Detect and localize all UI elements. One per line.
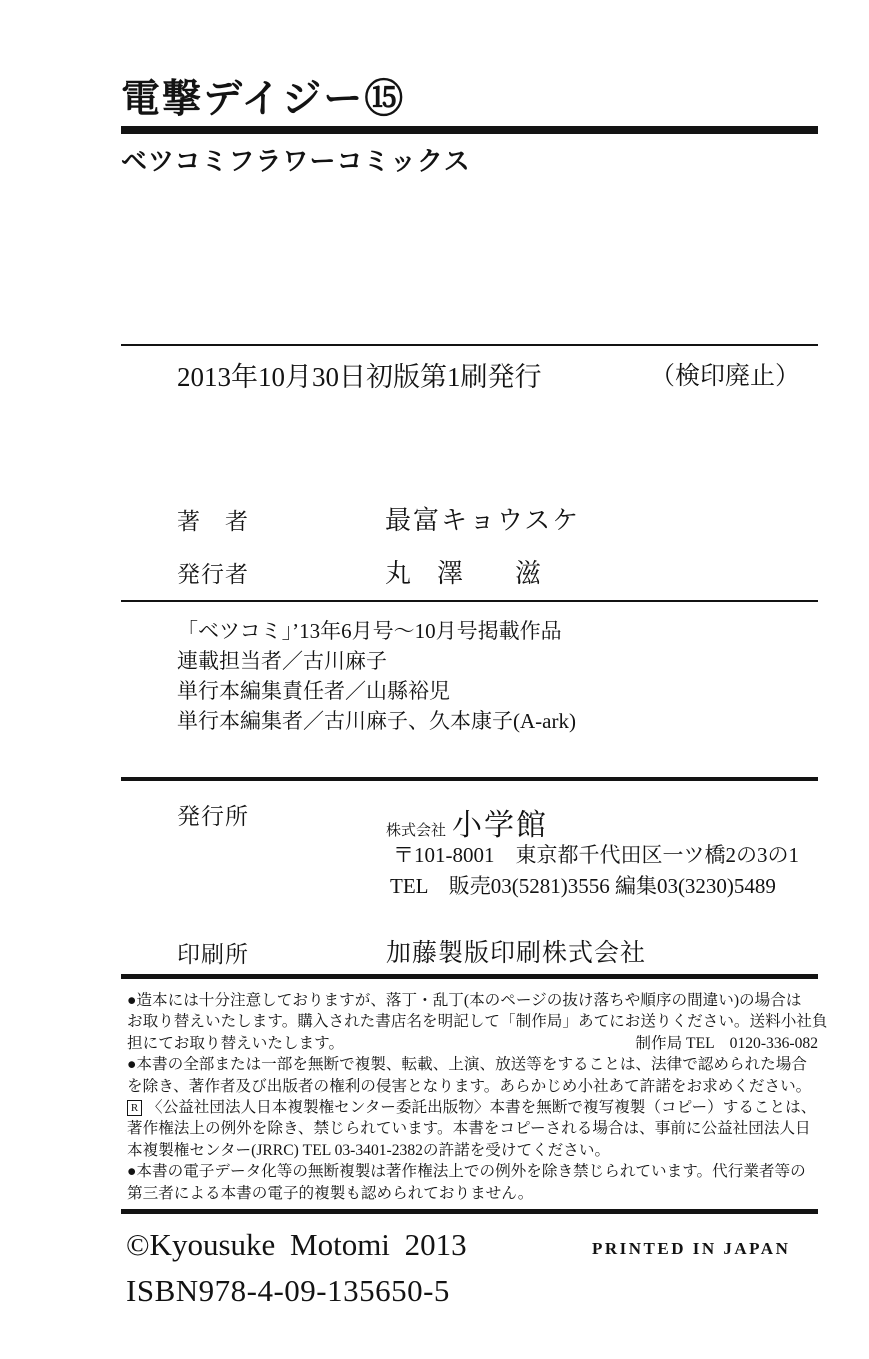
printer-name: 加藤製版印刷株式会社 [386,940,647,967]
defect-notice-line3-text: 担にてお取り替えいたします。 [127,1034,345,1052]
inspection-abolished-note: （検印廃止） [650,363,801,390]
defect-notice-line1: ●造本には十分注意しておりますが、落丁・乱丁(本のページの抜け落ちや順序の間違い)の場合は [127,992,802,1009]
defect-notice-line2: お取り替えいたします。購入された書店名を明記して「制作局」あてにお送りください。送料小社負 [127,1013,828,1031]
volume-editors: 単行本編集者／古川麻子、久本康子(A-ark) [177,709,576,733]
digital-copy-notice-line1: ●本書の電子データ化等の無断複製は著作権法上での例外を除き禁じられています。代行業者等の [127,1163,806,1181]
volume-chief-editor: 単行本編集責任者／山縣裕児 [177,679,450,703]
printed-in-japan: PRINTED IN JAPAN [592,1239,791,1258]
publisher-phone: TEL 販売03(5281)3556 編集03(3230)5489 [390,874,776,898]
serialization-credits [177,616,576,736]
author-label: 著 者 [177,509,249,534]
publisher-person-name: 丸 澤 滋 [385,559,542,588]
edition-divider [121,344,818,346]
edition-date: 2013年10月30日初版第1刷発行 [177,362,542,392]
publisher-company [386,800,548,844]
isbn-number: ISBN978-4-09-135650-5 [126,1273,450,1308]
company-name: 小学館 [452,809,549,842]
author-name: 最富キョウスケ [385,506,581,535]
copyright-notice-line1: ●本書の全部または一部を無断で複製、転載、上演、放送等をすることは、法律で認められた場合 [127,1056,807,1074]
digital-copy-notice-line2: 第三者による本書の電子的複製も認められておりません。 [127,1184,534,1202]
jrrc-notice-line1-text: 〈公益社団法人日本複製権センター委託出版物〉本書を無断で複写複製（コピー）することは、 [147,1099,817,1117]
jrrc-notice-line3: 本複製権センター(JRRC) TEL 03-3401-2382の許諾を受けてください。 [127,1141,611,1159]
copyright-line: ©Kyousuke Motomi 2013 [126,1227,467,1262]
publisher-label: 発行所 [177,804,249,829]
jrrc-notice-line1 [127,1097,818,1118]
series-imprint: ベツコミフラワーコミックス [121,147,471,177]
book-title: 電撃デイジー⑮ [121,77,406,122]
registered-r-box-icon: R [127,1100,142,1116]
legal-notices [127,990,828,1204]
copyright-notice-line2: を除き、著作者及び出版者の権利の侵害となります。あらかじめ小社あて許諾をお求めください。 [127,1077,812,1095]
title-divider [121,126,818,134]
publisher-person-label: 発行者 [177,562,249,587]
printer-label: 印刷所 [177,942,249,967]
legal-top-divider [121,974,818,979]
defect-notice-line3 [127,1033,818,1054]
jrrc-notice-line2: 著作権法上の例外を除き、禁じられています。本書をコピーされる場合は、事前に公益社団法人日 [127,1120,811,1138]
production-bureau-phone: 制作局 TEL 0120-336-082 [635,1034,818,1052]
serialization-editor: 連載担当者／古川麻子 [177,649,387,673]
serialization-divider [121,600,818,602]
serialization-source: 「ベツコミ」’13年6月号～10月号掲載作品 [177,619,562,643]
company-prefix: 株式会社 [386,823,447,839]
publisher-divider [121,777,818,781]
publisher-address: 〒101-8001 東京都千代田区一ツ橋2の3の1 [393,843,799,867]
legal-bottom-divider [121,1209,818,1214]
